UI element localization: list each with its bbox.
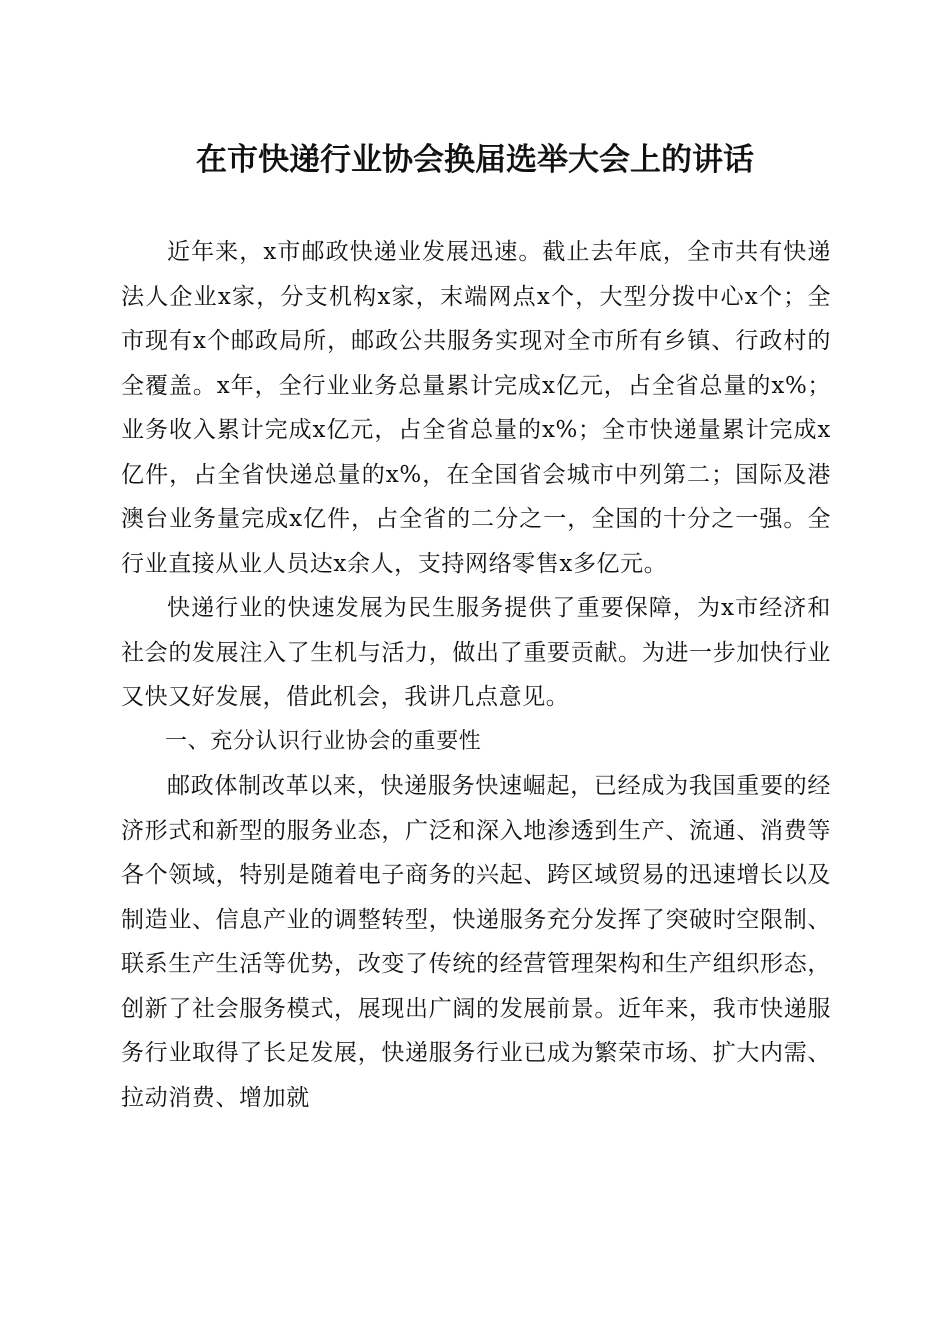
document-body xyxy=(121,230,831,1120)
document-title: 在市快递行业协会换届选举大会上的讲话 xyxy=(196,142,754,178)
paragraph-section-one: 邮政体制改革以来，快递服务快速崛起，已经成为我国重要的经济形式和新型的服务业态，广泛和深入地渗透到生产、流通、消费等各个领域，特别是随着电子商务的兴起、跨区域贸易的迅速增长以及制造业、信息产业的调整转型，快递服务充分发挥了突破时空限制、联系生产生活等优势，改变了传统的经营管理架构和生产组织形态，创新了社会服务模式，展现出广阔的发展前景。近年来，我市快递服务行业取得了长足发展，快递服务行业已成为繁荣市场、扩大内需、拉动消费、增加就 xyxy=(121,773,831,1111)
paragraph-overview: 近年来，x市邮政快递业发展迅速。截止去年底，全市共有快递法人企业x家，分支机构x家，末端网点x个，大型分拨中心x个；全市现有x个邮政局所，邮政公共服务实现对全市所有乡镇、行政村的全覆盖。x年，全行业业务总量累计完成x亿元，占全省总量的x%；业务收入累计完成x亿元，占全省总量的x%；全市快递量累计完成x亿件，占全省快递总量的x%，在全国省会城市中列第二；国际及港澳台业务量完成x亿件，占全省的二分之一，全国的十分之一强。全行业直接从业人员达x余人，支持网络零售x多亿元。 xyxy=(121,239,831,577)
section-heading: 一、充分认识行业协会的重要性 xyxy=(165,728,482,754)
paragraph-intro-opinions: 快递行业的快速发展为民生服务提供了重要保障，为x市经济和社会的发展注入了生机与活力，做出了重要贡献。为进一步加快行业又快又好发展，借此机会，我讲几点意见。 xyxy=(121,595,831,710)
